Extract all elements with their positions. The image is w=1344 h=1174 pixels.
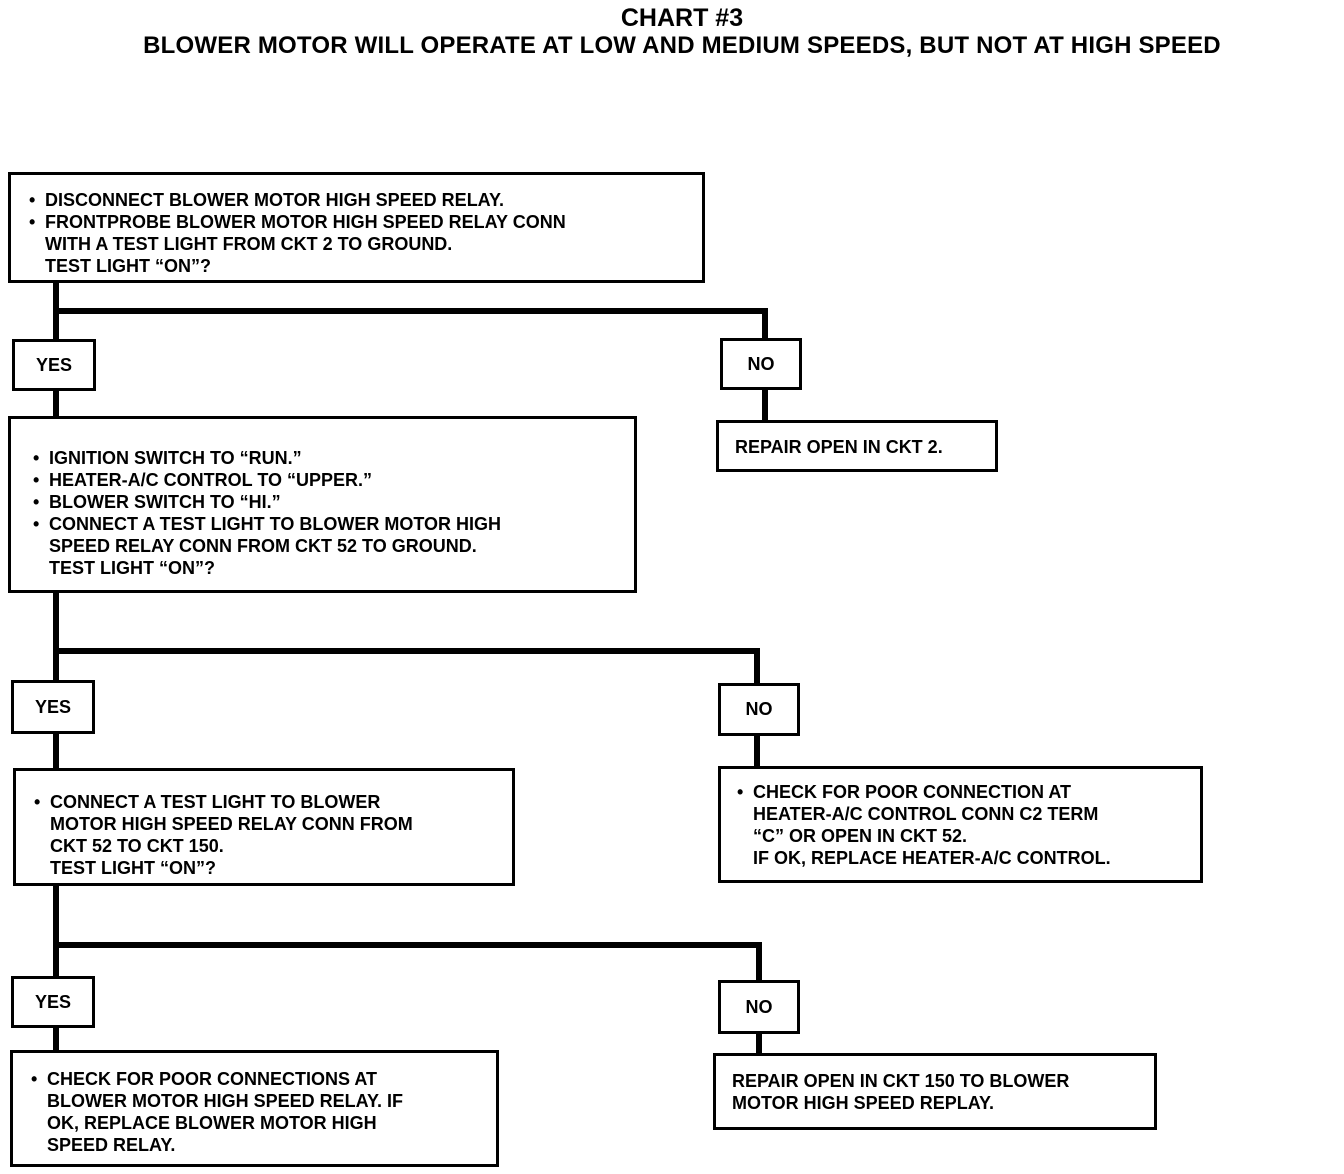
yes-label: YES [11, 976, 95, 1028]
step-text: TEST LIGHT “ON”? [45, 256, 211, 276]
connector-line [53, 648, 760, 654]
step-text: REPAIR OPEN IN CKT 2. [735, 437, 943, 457]
step-text: • DISCONNECT BLOWER MOTOR HIGH SPEED RELAY. [29, 189, 702, 211]
step-text: • IGNITION SWITCH TO “RUN.” [33, 447, 634, 469]
step-text: WITH A TEST LIGHT FROM CKT 2 TO GROUND. [45, 234, 453, 254]
step-text: SPEED RELAY CONN FROM CKT 52 TO GROUND. [49, 536, 477, 556]
yes-label: YES [12, 339, 96, 391]
step-text: • CHECK FOR POOR CONNECTION AT [737, 781, 1200, 803]
step-2-no-box [718, 766, 1203, 883]
connector-line [756, 942, 762, 982]
chart-subtitle: BLOWER MOTOR WILL OPERATE AT LOW AND MEDIUM SPEEDS, BUT NOT AT HIGH SPEED [143, 32, 1221, 59]
connector-line [762, 388, 768, 423]
connector-line [53, 884, 59, 978]
step-text: • FRONTPROBE BLOWER MOTOR HIGH SPEED RELAY CONN [29, 211, 702, 233]
yes-label: YES [11, 680, 95, 734]
chart-title: CHART #3 [620, 4, 744, 32]
step-text: OK, REPLACE BLOWER MOTOR HIGH [47, 1113, 377, 1133]
step-3-box [13, 768, 515, 886]
no-label: NO [720, 338, 802, 390]
step-text: CKT 52 TO CKT 150. [50, 836, 224, 856]
step-2-box [8, 416, 637, 593]
step-text: SPEED RELAY. [47, 1135, 176, 1155]
step-text: “C” OR OPEN IN CKT 52. [753, 826, 968, 846]
connector-line [53, 732, 59, 771]
step-1-box [8, 172, 705, 283]
step-3-yes-box [10, 1050, 499, 1167]
connector-line [53, 1025, 59, 1053]
step-3-no-box [713, 1053, 1157, 1130]
connector-line [53, 942, 762, 948]
step-text: • BLOWER SWITCH TO “HI.” [33, 491, 634, 513]
step-text: • CONNECT A TEST LIGHT TO BLOWER [34, 791, 512, 813]
step-text: REPAIR OPEN IN CKT 150 TO BLOWER [732, 1071, 1070, 1091]
connector-line [53, 308, 768, 314]
connector-line [762, 308, 768, 340]
step-text: TEST LIGHT “ON”? [49, 558, 215, 578]
step-text: MOTOR HIGH SPEED REPLAY. [732, 1093, 995, 1113]
step-text: MOTOR HIGH SPEED RELAY CONN FROM [50, 814, 413, 834]
step-text: TEST LIGHT “ON”? [50, 858, 216, 878]
step-text: BLOWER MOTOR HIGH SPEED RELAY. IF [47, 1091, 404, 1111]
step-text: • CHECK FOR POOR CONNECTIONS AT [31, 1068, 496, 1090]
connector-line [754, 648, 760, 685]
step-1-no-box [716, 420, 998, 472]
no-label: NO [718, 980, 800, 1034]
connector-line [53, 389, 59, 419]
step-text: • HEATER-A/C CONTROL TO “UPPER.” [33, 469, 634, 491]
no-label: NO [718, 683, 800, 736]
connector-line [754, 733, 760, 769]
step-text: IF OK, REPLACE HEATER-A/C CONTROL. [753, 848, 1111, 868]
connector-line [53, 590, 59, 682]
step-text: HEATER-A/C CONTROL CONN C2 TERM [753, 804, 1099, 824]
step-text: • CONNECT A TEST LIGHT TO BLOWER MOTOR HIGH [33, 513, 634, 535]
